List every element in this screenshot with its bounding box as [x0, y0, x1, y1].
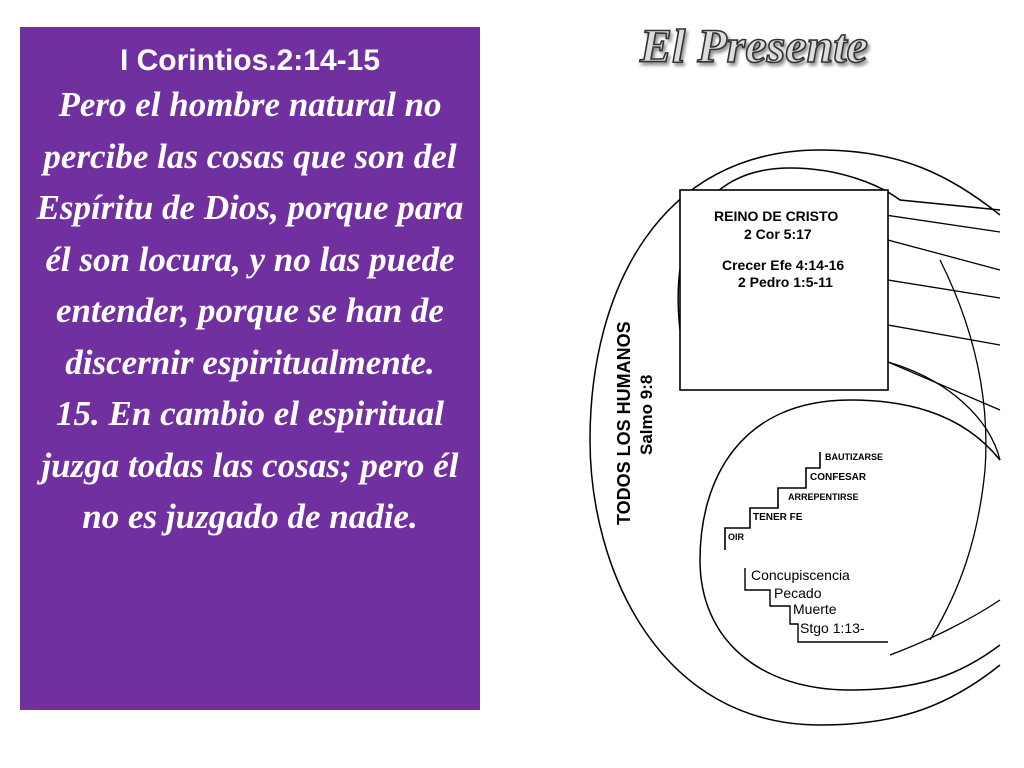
kingdom-title: REINO DE CRISTO — [714, 208, 839, 224]
descent-muerte: Muerte — [793, 601, 837, 617]
inner-arc — [930, 260, 986, 640]
verse-reference: I Corintios.2:14-15 — [119, 44, 381, 77]
step-confesar: CONFESAR — [810, 472, 867, 483]
descent-concupiscencia: Concupiscencia — [751, 567, 850, 583]
el-presente-diagram — [540, 0, 1024, 768]
side-label-psalm: Salmo 9:8 — [637, 374, 656, 455]
step-oir: OIR — [728, 532, 745, 542]
descent-santiago: Stgo 1:13- — [800, 620, 865, 636]
verse-14-text: Pero el hombre natural no percibe las cosas que son del Espíritu de Dios, porque para él son locura, y no las puede entender, porque se han de discernir espiritualmente. — [36, 85, 464, 382]
tube-curve — [888, 362, 1000, 460]
step-tener-fe: TENER FE — [753, 512, 803, 523]
verse-15-text: 15. En cambio el espiritual juzga todas las cosas; pero él no es juzgado de nadie. — [41, 394, 459, 536]
verse-panel — [20, 27, 480, 710]
step-bautizarse: BAUTIZARSE — [825, 452, 883, 462]
world-circle — [700, 400, 1000, 690]
exit-line — [890, 600, 1000, 655]
kingdom-grow: Crecer Efe 4:14-16 — [722, 257, 845, 273]
kingdom-peter: 2 Pedro 1:5-11 — [738, 274, 833, 290]
side-label-humans: TODOS LOS HUMANOS — [614, 321, 634, 525]
diagram-title: El Presente — [640, 20, 868, 73]
kingdom-ref: 2 Cor 5:17 — [744, 226, 812, 242]
descent-pecado: Pecado — [774, 585, 822, 601]
tube-line — [885, 215, 1000, 232]
step-arrepentirse: ARREPENTIRSE — [788, 492, 859, 502]
